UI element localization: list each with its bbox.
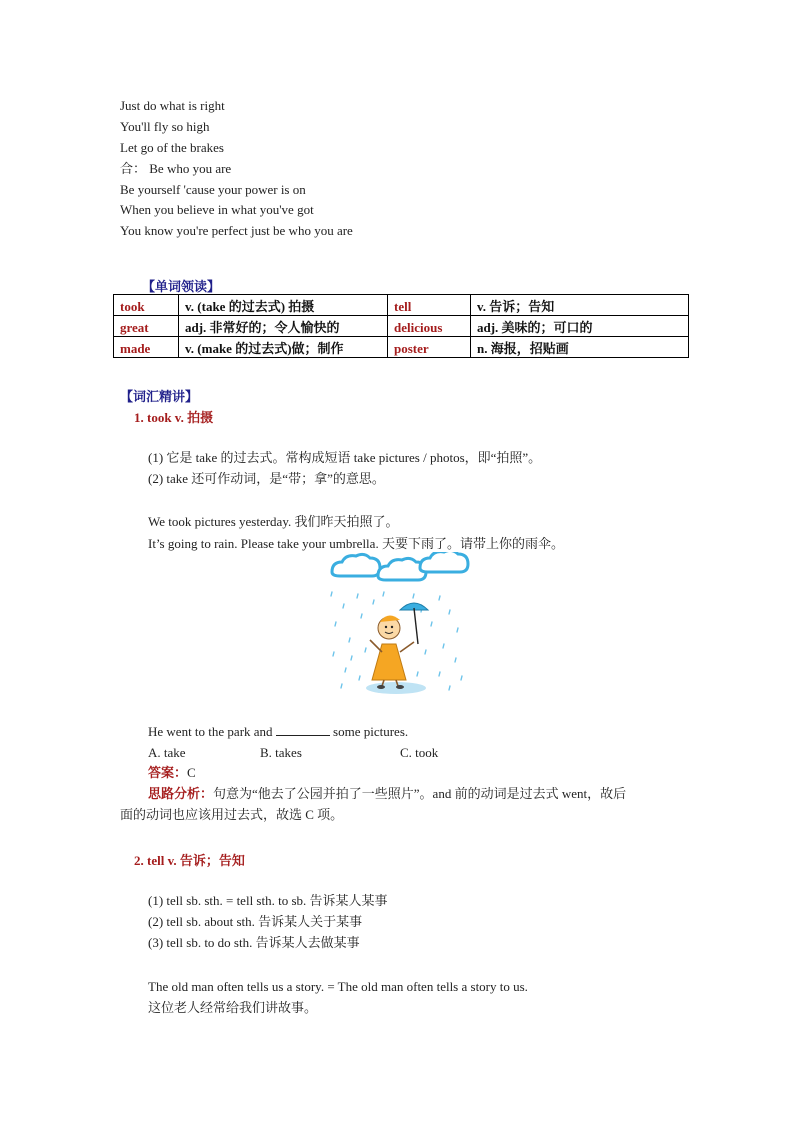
- girl-figure: [370, 615, 414, 689]
- lyric-line-5: Be yourself 'cause your power is on: [120, 182, 306, 197]
- item1-note-2: (2) take 还可作动词，是“带；拿”的意思。: [148, 471, 385, 486]
- analysis-line-2: 面的动词也应该用过去式，故选 C 项。: [120, 807, 344, 822]
- option-c: C. took: [400, 745, 439, 760]
- vocab-meaning: v. (make 的过去式)做；制作: [179, 337, 388, 358]
- item1-example-2: It’s going to rain. Please take your umbrella. 天要下雨了。请带上你的雨伞。: [148, 536, 564, 551]
- question-text-post: some pictures.: [329, 724, 409, 739]
- vocab-meaning: v. (take 的过去式) 拍摄: [179, 295, 388, 316]
- explain-section-title: 【词汇精讲】: [120, 389, 199, 404]
- item2-heading: 2. tell v. 告诉；告知: [134, 853, 245, 868]
- item1-note-1: (1) 它是 take 的过去式。常构成短语 take pictures / photos，即“拍照”。: [148, 450, 542, 465]
- vocab-meaning: adj. 非常好的；令人愉快的: [179, 316, 388, 337]
- item2-note-3: (3) tell sb. to do sth. 告诉某人去做某事: [148, 935, 360, 950]
- analysis-text-1: 句意为“他去了公园并拍了一些照片”。and 前的动词是过去式 went，故后: [213, 786, 627, 801]
- item1-example-1: We took pictures yesterday. 我们昨天拍照了。: [148, 514, 399, 529]
- option-a: A. take: [148, 745, 186, 760]
- analysis-label: 思路分析：: [148, 786, 214, 801]
- vocab-word: took: [114, 295, 179, 316]
- lyric-line-3: Let go of the brakes: [120, 140, 224, 155]
- item2-note-1: (1) tell sb. sth. = tell sth. to sb. 告诉某人某事: [148, 893, 388, 908]
- answer-label: 答案：: [148, 765, 188, 780]
- lyric-line-2: You'll fly so high: [120, 119, 210, 134]
- analysis-line-1: [148, 786, 626, 802]
- umbrella-icon: [400, 603, 428, 644]
- lyric-line-6: When you believe in what you've got: [120, 202, 314, 217]
- lyric-line-7: You know you're perfect just be who you are: [120, 223, 353, 238]
- vocab-word: poster: [388, 337, 471, 358]
- vocab-word: delicious: [388, 316, 471, 337]
- puddle: [366, 682, 426, 694]
- table-row: [114, 337, 689, 358]
- rain-girl-illustration: [322, 552, 470, 698]
- cloud-icon: [332, 552, 468, 580]
- vocab-meaning: v. 告诉；告知: [471, 295, 689, 316]
- question-blank: [276, 723, 330, 736]
- vocab-section-title: 【单词领读】: [142, 279, 221, 294]
- answer-line: [148, 765, 196, 781]
- vocab-word: great: [114, 316, 179, 337]
- item2-note-2: (2) tell sb. about sth. 告诉某人关于某事: [148, 914, 363, 929]
- item1-heading: 1. took v. 拍摄: [134, 410, 214, 425]
- vocab-meaning: n. 海报，招贴画: [471, 337, 689, 358]
- lyric-line-4: 合： Be who you are: [120, 161, 232, 176]
- item2-example-zh: 这位老人经常给我们讲故事。: [148, 1000, 318, 1015]
- question-text-pre: He went to the park and: [148, 724, 276, 739]
- answer-value: C: [187, 765, 196, 780]
- option-b: B. takes: [260, 745, 302, 760]
- vocab-table: [113, 294, 689, 358]
- vocab-meaning: adj. 美味的；可口的: [471, 316, 689, 337]
- vocab-word: made: [114, 337, 179, 358]
- vocab-word: tell: [388, 295, 471, 316]
- lyric-line-1: Just do what is right: [120, 98, 225, 113]
- item2-example-en: The old man often tells us a story. = The old man often tells a story to us.: [148, 979, 528, 994]
- table-row: [114, 316, 689, 337]
- table-row: [114, 295, 689, 316]
- item1-question: [148, 723, 408, 740]
